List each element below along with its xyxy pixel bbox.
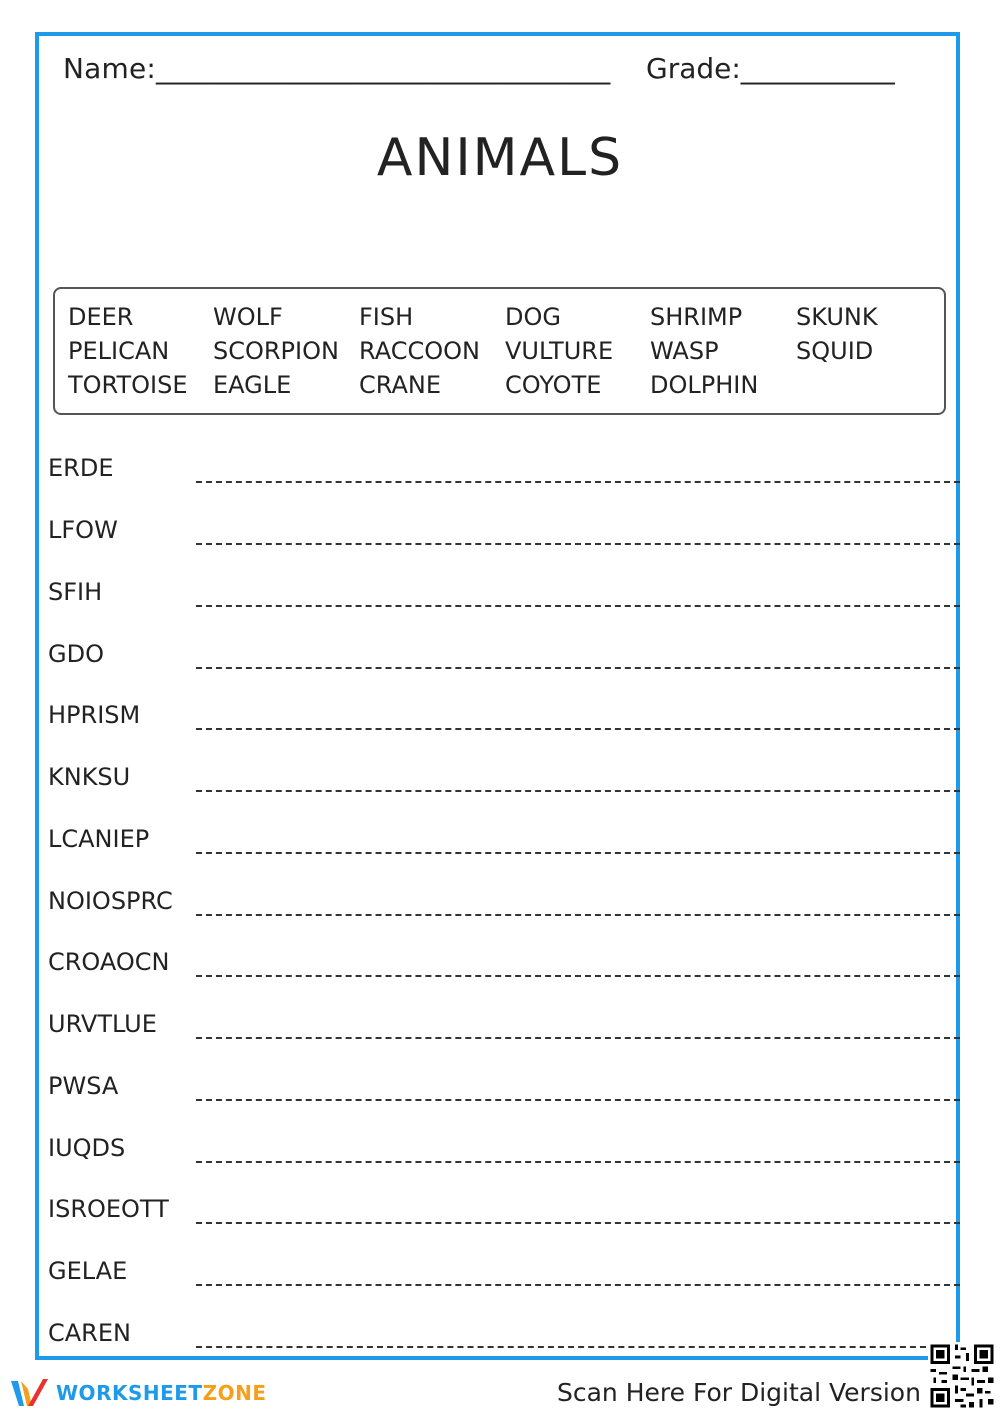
scrambled-word: LCANIEP xyxy=(48,825,150,853)
worksheetzone-w-logo-icon xyxy=(10,1377,50,1409)
logo-text-part2: ZONE xyxy=(202,1381,267,1405)
answer-line[interactable] xyxy=(196,1037,960,1039)
word-bank-box xyxy=(53,287,946,415)
scan-instruction: Scan Here For Digital Version xyxy=(557,1378,921,1407)
answer-line[interactable] xyxy=(196,790,960,792)
word-bank-item: DOG xyxy=(505,303,561,331)
answer-line[interactable] xyxy=(196,667,960,669)
scrambled-word: KNKSU xyxy=(48,763,131,791)
word-bank-item: DEER xyxy=(68,303,134,331)
scrambled-word: ERDE xyxy=(48,454,114,482)
answer-line[interactable] xyxy=(196,1222,960,1224)
scrambled-word: SFIH xyxy=(48,578,103,606)
worksheet-title: ANIMALS xyxy=(376,128,624,188)
word-bank-item: FISH xyxy=(359,303,414,331)
scrambled-word: URVTLUE xyxy=(48,1010,157,1038)
answer-line[interactable] xyxy=(196,543,960,545)
answer-line[interactable] xyxy=(196,728,960,730)
scrambled-word: HPRISM xyxy=(48,701,141,729)
word-bank-item: WOLF xyxy=(213,303,283,331)
logo-text xyxy=(56,1381,266,1405)
answer-line[interactable] xyxy=(196,1099,960,1101)
word-bank-item: SKUNK xyxy=(796,303,878,331)
word-bank-item: COYOTE xyxy=(505,371,602,399)
word-bank-item: TORTOISE xyxy=(68,371,188,399)
answer-line[interactable] xyxy=(196,914,960,916)
word-bank-item: WASP xyxy=(650,337,719,365)
word-bank-item: SHRIMP xyxy=(650,303,743,331)
answer-line[interactable] xyxy=(196,1346,926,1348)
scrambled-word: CROAOCN xyxy=(48,948,170,976)
qr-code-icon[interactable] xyxy=(928,1342,996,1410)
word-bank-item: EAGLE xyxy=(213,371,292,399)
scrambled-word: ISROEOTT xyxy=(48,1195,169,1223)
scrambled-word: GDO xyxy=(48,640,104,668)
word-bank-item: SCORPION xyxy=(213,337,339,365)
grade-field-label: Grade:___________ xyxy=(646,52,895,85)
name-field-label: Name:________________________________ xyxy=(63,52,611,85)
word-bank-item: CRANE xyxy=(359,371,441,399)
scrambled-word: IUQDS xyxy=(48,1134,126,1162)
scrambled-word: CAREN xyxy=(48,1319,131,1347)
answer-line[interactable] xyxy=(196,852,960,854)
word-bank-item: PELICAN xyxy=(68,337,170,365)
answer-line[interactable] xyxy=(196,1161,960,1163)
scrambled-word: NOIOSPRC xyxy=(48,887,173,915)
word-bank-item: RACCOON xyxy=(359,337,480,365)
answer-line[interactable] xyxy=(196,481,960,483)
scrambled-word: GELAE xyxy=(48,1257,128,1285)
word-bank-item: VULTURE xyxy=(505,337,614,365)
word-bank-item: DOLPHIN xyxy=(650,371,759,399)
answer-line[interactable] xyxy=(196,1284,960,1286)
worksheetzone-logo[interactable] xyxy=(10,1376,266,1410)
answer-line[interactable] xyxy=(196,975,960,977)
logo-text-part1: WORKSHEET xyxy=(56,1381,203,1405)
scrambled-word: PWSA xyxy=(48,1072,119,1100)
scrambled-word: LFOW xyxy=(48,516,118,544)
answer-line[interactable] xyxy=(196,605,960,607)
word-bank-item: SQUID xyxy=(796,337,874,365)
